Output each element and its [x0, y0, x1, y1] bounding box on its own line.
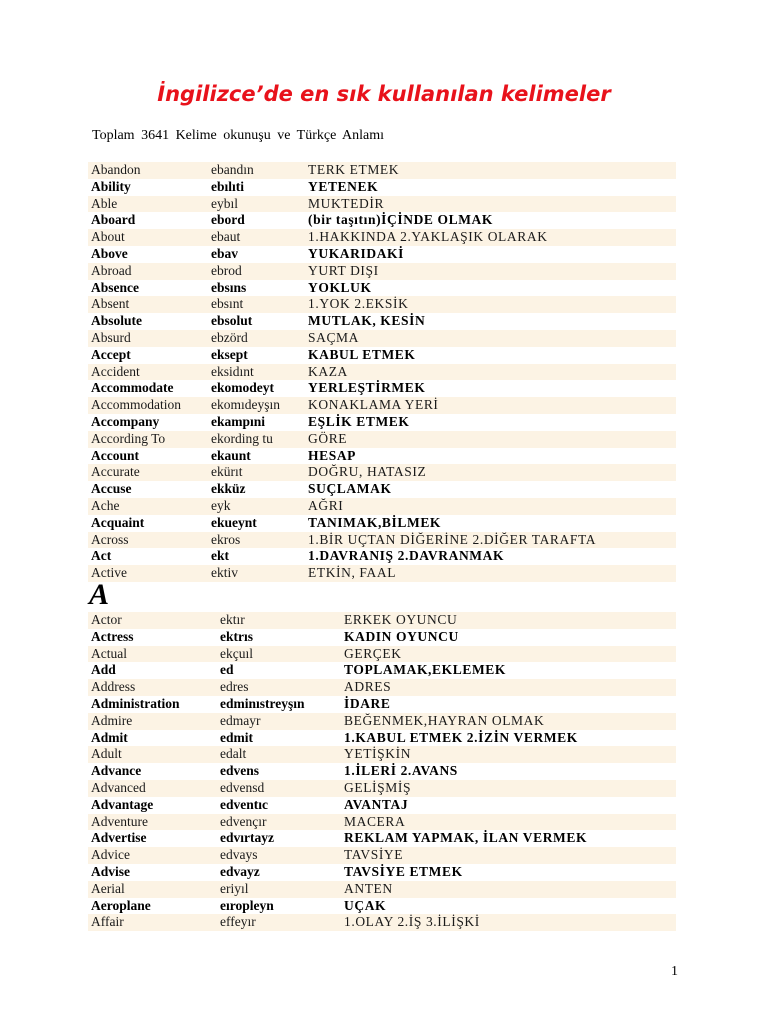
- word-cell: Able: [91, 195, 118, 211]
- word-cell: Act: [91, 548, 112, 564]
- meaning-cell: YERLEŞTİRMEK: [308, 380, 426, 396]
- table-row: [88, 696, 676, 713]
- table-row: [88, 864, 676, 881]
- table-row: [88, 746, 676, 763]
- meaning-cell: GERÇEK: [344, 645, 402, 661]
- meaning-cell: SAÇMA: [308, 329, 360, 345]
- pronunciation-cell: ebord: [211, 212, 245, 228]
- word-cell: Abroad: [91, 262, 132, 278]
- word-cell: Aboard: [91, 212, 136, 228]
- table-row: [88, 380, 676, 397]
- pronunciation-cell: ekros: [211, 531, 241, 547]
- word-cell: Absurd: [91, 329, 131, 345]
- meaning-cell: SUÇLAMAK: [308, 481, 392, 497]
- word-cell: According To: [91, 430, 166, 446]
- table-row: [88, 629, 676, 646]
- pronunciation-cell: ektrıs: [220, 628, 253, 644]
- table-row: [88, 246, 676, 263]
- table-row: [88, 612, 676, 629]
- meaning-cell: KAZA: [308, 363, 348, 379]
- word-cell: Aeroplane: [91, 897, 151, 913]
- meaning-cell: ETKİN, FAAL: [308, 565, 397, 581]
- pronunciation-cell: ebav: [211, 245, 238, 261]
- pronunciation-cell: ebılıti: [211, 178, 244, 194]
- word-cell: Administration: [91, 695, 180, 711]
- pronunciation-cell: edminıstreyşın: [220, 695, 305, 711]
- meaning-cell: BEĞENMEK,HAYRAN OLMAK: [344, 712, 545, 728]
- table-row: [88, 797, 676, 814]
- word-cell: Absent: [91, 296, 130, 312]
- pronunciation-cell: edmayr: [220, 712, 261, 728]
- meaning-cell: YURT DIŞI: [308, 262, 379, 278]
- table-row: [88, 679, 676, 696]
- table-row: [88, 448, 676, 465]
- pronunciation-cell: ebandın: [211, 162, 254, 177]
- pronunciation-cell: ed: [220, 662, 234, 678]
- pronunciation-cell: edalt: [220, 746, 247, 762]
- meaning-cell: GÖRE: [308, 430, 348, 446]
- pronunciation-cell: edvençır: [220, 813, 267, 829]
- table-row: [88, 515, 676, 532]
- word-cell: Actual: [91, 645, 127, 661]
- table-row: [88, 313, 676, 330]
- subtitle: Toplam 3641 Kelime okunuşu ve Türkçe Anlamı: [92, 128, 385, 143]
- word-cell: Absolute: [91, 313, 143, 329]
- word-cell: Advanced: [91, 779, 146, 795]
- word-cell: Advice: [91, 847, 130, 863]
- meaning-cell: HESAP: [308, 447, 357, 463]
- table-row: [88, 397, 676, 414]
- table-row: [88, 196, 676, 213]
- word-cell: Advise: [91, 863, 131, 879]
- word-cell: Advance: [91, 763, 142, 779]
- word-cell: Accommodation: [91, 397, 181, 413]
- meaning-cell: MUKTEDİR: [308, 195, 385, 211]
- pronunciation-cell: ekampıni: [211, 413, 266, 429]
- pronunciation-cell: ebzörd: [211, 329, 248, 345]
- table-row: [88, 713, 676, 730]
- table-row: [88, 498, 676, 515]
- meaning-cell: İDARE: [344, 695, 391, 711]
- word-cell: Active: [91, 565, 127, 581]
- word-cell: Admit: [91, 729, 128, 745]
- table-row: [88, 565, 676, 582]
- word-cell: Advantage: [91, 796, 154, 812]
- pronunciation-cell: ebsıns: [211, 279, 247, 295]
- word-cell: Abandon: [91, 162, 141, 177]
- table-row: [88, 898, 676, 915]
- word-cell: Advertise: [91, 830, 147, 846]
- vocabulary-table-2: [88, 612, 676, 931]
- word-cell: Above: [91, 245, 128, 261]
- pronunciation-cell: eybıl: [211, 195, 238, 211]
- meaning-cell: YOKLUK: [308, 279, 372, 295]
- word-cell: Affair: [91, 914, 124, 930]
- pronunciation-cell: ekueynt: [211, 514, 257, 530]
- table-row: [88, 847, 676, 864]
- word-cell: Actor: [91, 612, 122, 627]
- pronunciation-cell: ebsınt: [211, 296, 244, 312]
- pronunciation-cell: ekküz: [211, 481, 246, 497]
- table-row: [88, 548, 676, 565]
- meaning-cell: DOĞRU, HATASIZ: [308, 464, 427, 480]
- meaning-cell: MUTLAK, KESİN: [308, 313, 426, 329]
- table-row: [88, 330, 676, 347]
- pronunciation-cell: ekomıdeyşın: [211, 397, 280, 413]
- meaning-cell: ERKEK OYUNCU: [344, 612, 458, 627]
- meaning-cell: AĞRI: [308, 497, 344, 513]
- pronunciation-cell: ebsolut: [211, 313, 253, 329]
- word-cell: Add: [91, 662, 116, 678]
- meaning-cell: MACERA: [344, 813, 406, 829]
- pronunciation-cell: eksept: [211, 346, 248, 362]
- meaning-cell: 1.DAVRANIŞ 2.DAVRANMAK: [308, 548, 505, 564]
- table-row: [88, 532, 676, 549]
- pronunciation-cell: eıropleyn: [220, 897, 274, 913]
- pronunciation-cell: edvens: [220, 763, 260, 779]
- pronunciation-cell: eyk: [211, 497, 231, 513]
- page-title: İngilizce’de en sık kullanılan kelimeler: [157, 82, 611, 106]
- meaning-cell: 1.BİR UÇTAN DİĞERİNE 2.DİĞER TARAFTA: [308, 531, 597, 547]
- meaning-cell: TANIMAK,BİLMEK: [308, 514, 442, 530]
- meaning-cell: TAVSİYE: [344, 847, 404, 863]
- table-row: [88, 364, 676, 381]
- meaning-cell: GELİŞMİŞ: [344, 779, 412, 795]
- meaning-cell: 1.YOK 2.EKSİK: [308, 296, 409, 312]
- pronunciation-cell: edres: [220, 679, 249, 695]
- vocabulary-table-1: [88, 162, 676, 582]
- pronunciation-cell: ekording tu: [211, 430, 273, 446]
- meaning-cell: 1.HAKKINDA 2.YAKLAŞIK OLARAK: [308, 229, 548, 245]
- word-cell: Adventure: [91, 813, 148, 829]
- word-cell: Accuse: [91, 481, 132, 497]
- meaning-cell: AVANTAJ: [344, 796, 409, 812]
- pronunciation-cell: ekürıt: [211, 464, 243, 480]
- meaning-cell: YETİŞKİN: [344, 746, 412, 762]
- pronunciation-cell: ektiv: [211, 565, 238, 581]
- meaning-cell: KABUL ETMEK: [308, 346, 416, 362]
- pronunciation-cell: edvayz: [220, 863, 260, 879]
- pronunciation-cell: effeyır: [220, 914, 256, 930]
- pronunciation-cell: ekçuıl: [220, 645, 253, 661]
- word-cell: Acquaint: [91, 514, 145, 530]
- table-row: [88, 263, 676, 280]
- pronunciation-cell: ebaut: [211, 229, 241, 245]
- table-row: [88, 347, 676, 364]
- meaning-cell: REKLAM YAPMAK, İLAN VERMEK: [344, 830, 588, 846]
- pronunciation-cell: ekt: [211, 548, 229, 564]
- word-cell: Address: [91, 679, 136, 695]
- meaning-cell: ANTEN: [344, 880, 393, 896]
- table-row: [88, 814, 676, 831]
- table-row: [88, 662, 676, 679]
- word-cell: Actress: [91, 628, 134, 644]
- table-row: [88, 229, 676, 246]
- word-cell: Ability: [91, 178, 131, 194]
- meaning-cell: 1.KABUL ETMEK 2.İZİN VERMEK: [344, 729, 578, 745]
- word-cell: Accurate: [91, 464, 140, 480]
- pronunciation-cell: eksidınt: [211, 363, 254, 379]
- table-row: [88, 162, 676, 179]
- section-letter: A: [89, 578, 110, 611]
- word-cell: Absence: [91, 279, 139, 295]
- table-row: [88, 414, 676, 431]
- table-row: [88, 730, 676, 747]
- meaning-cell: UÇAK: [344, 897, 387, 913]
- table-row: [88, 212, 676, 229]
- pronunciation-cell: edvays: [220, 847, 258, 863]
- word-cell: Accident: [91, 363, 140, 379]
- table-row: [88, 431, 676, 448]
- meaning-cell: 1.OLAY 2.İŞ 3.İLİŞKİ: [344, 914, 480, 930]
- word-cell: Accompany: [91, 413, 160, 429]
- pronunciation-cell: edventıc: [220, 796, 268, 812]
- word-cell: Aerial: [91, 880, 125, 896]
- table-row: [88, 914, 676, 931]
- meaning-cell: (bir taşıtın)İÇİNDE OLMAK: [308, 212, 494, 228]
- word-cell: Across: [91, 531, 129, 547]
- meaning-cell: ADRES: [344, 679, 392, 695]
- table-row: [88, 646, 676, 663]
- table-row: [88, 179, 676, 196]
- pronunciation-cell: edmit: [220, 729, 253, 745]
- pronunciation-cell: eriyıl: [220, 880, 249, 896]
- pronunciation-cell: ektır: [220, 612, 245, 627]
- table-row: [88, 280, 676, 297]
- table-row: [88, 296, 676, 313]
- word-cell: Account: [91, 447, 139, 463]
- pronunciation-cell: ekaunt: [211, 447, 251, 463]
- meaning-cell: KONAKLAMA YERİ: [308, 397, 439, 413]
- meaning-cell: TAVSİYE ETMEK: [344, 863, 463, 879]
- meaning-cell: TOPLAMAK,EKLEMEK: [344, 662, 506, 678]
- pronunciation-cell: edvırtayz: [220, 830, 274, 846]
- table-row: [88, 763, 676, 780]
- pronunciation-cell: ebrod: [211, 262, 242, 278]
- pronunciation-cell: edvensd: [220, 779, 265, 795]
- word-cell: Adult: [91, 746, 122, 762]
- word-cell: Accommodate: [91, 380, 174, 396]
- meaning-cell: 1.İLERİ 2.AVANS: [344, 763, 458, 779]
- pronunciation-cell: ekomodeyt: [211, 380, 274, 396]
- word-cell: About: [91, 229, 125, 245]
- word-cell: Admire: [91, 712, 133, 728]
- table-row: [88, 481, 676, 498]
- table-row: [88, 881, 676, 898]
- meaning-cell: YETENEK: [308, 178, 379, 194]
- meaning-cell: YUKARIDAKİ: [308, 245, 405, 261]
- meaning-cell: TERK ETMEK: [308, 162, 400, 177]
- meaning-cell: EŞLİK ETMEK: [308, 413, 410, 429]
- meaning-cell: KADIN OYUNCU: [344, 628, 459, 644]
- table-row: [88, 780, 676, 797]
- table-row: [88, 830, 676, 847]
- word-cell: Accept: [91, 346, 131, 362]
- page-number: 1: [671, 964, 678, 979]
- word-cell: Ache: [91, 497, 120, 513]
- table-row: [88, 464, 676, 481]
